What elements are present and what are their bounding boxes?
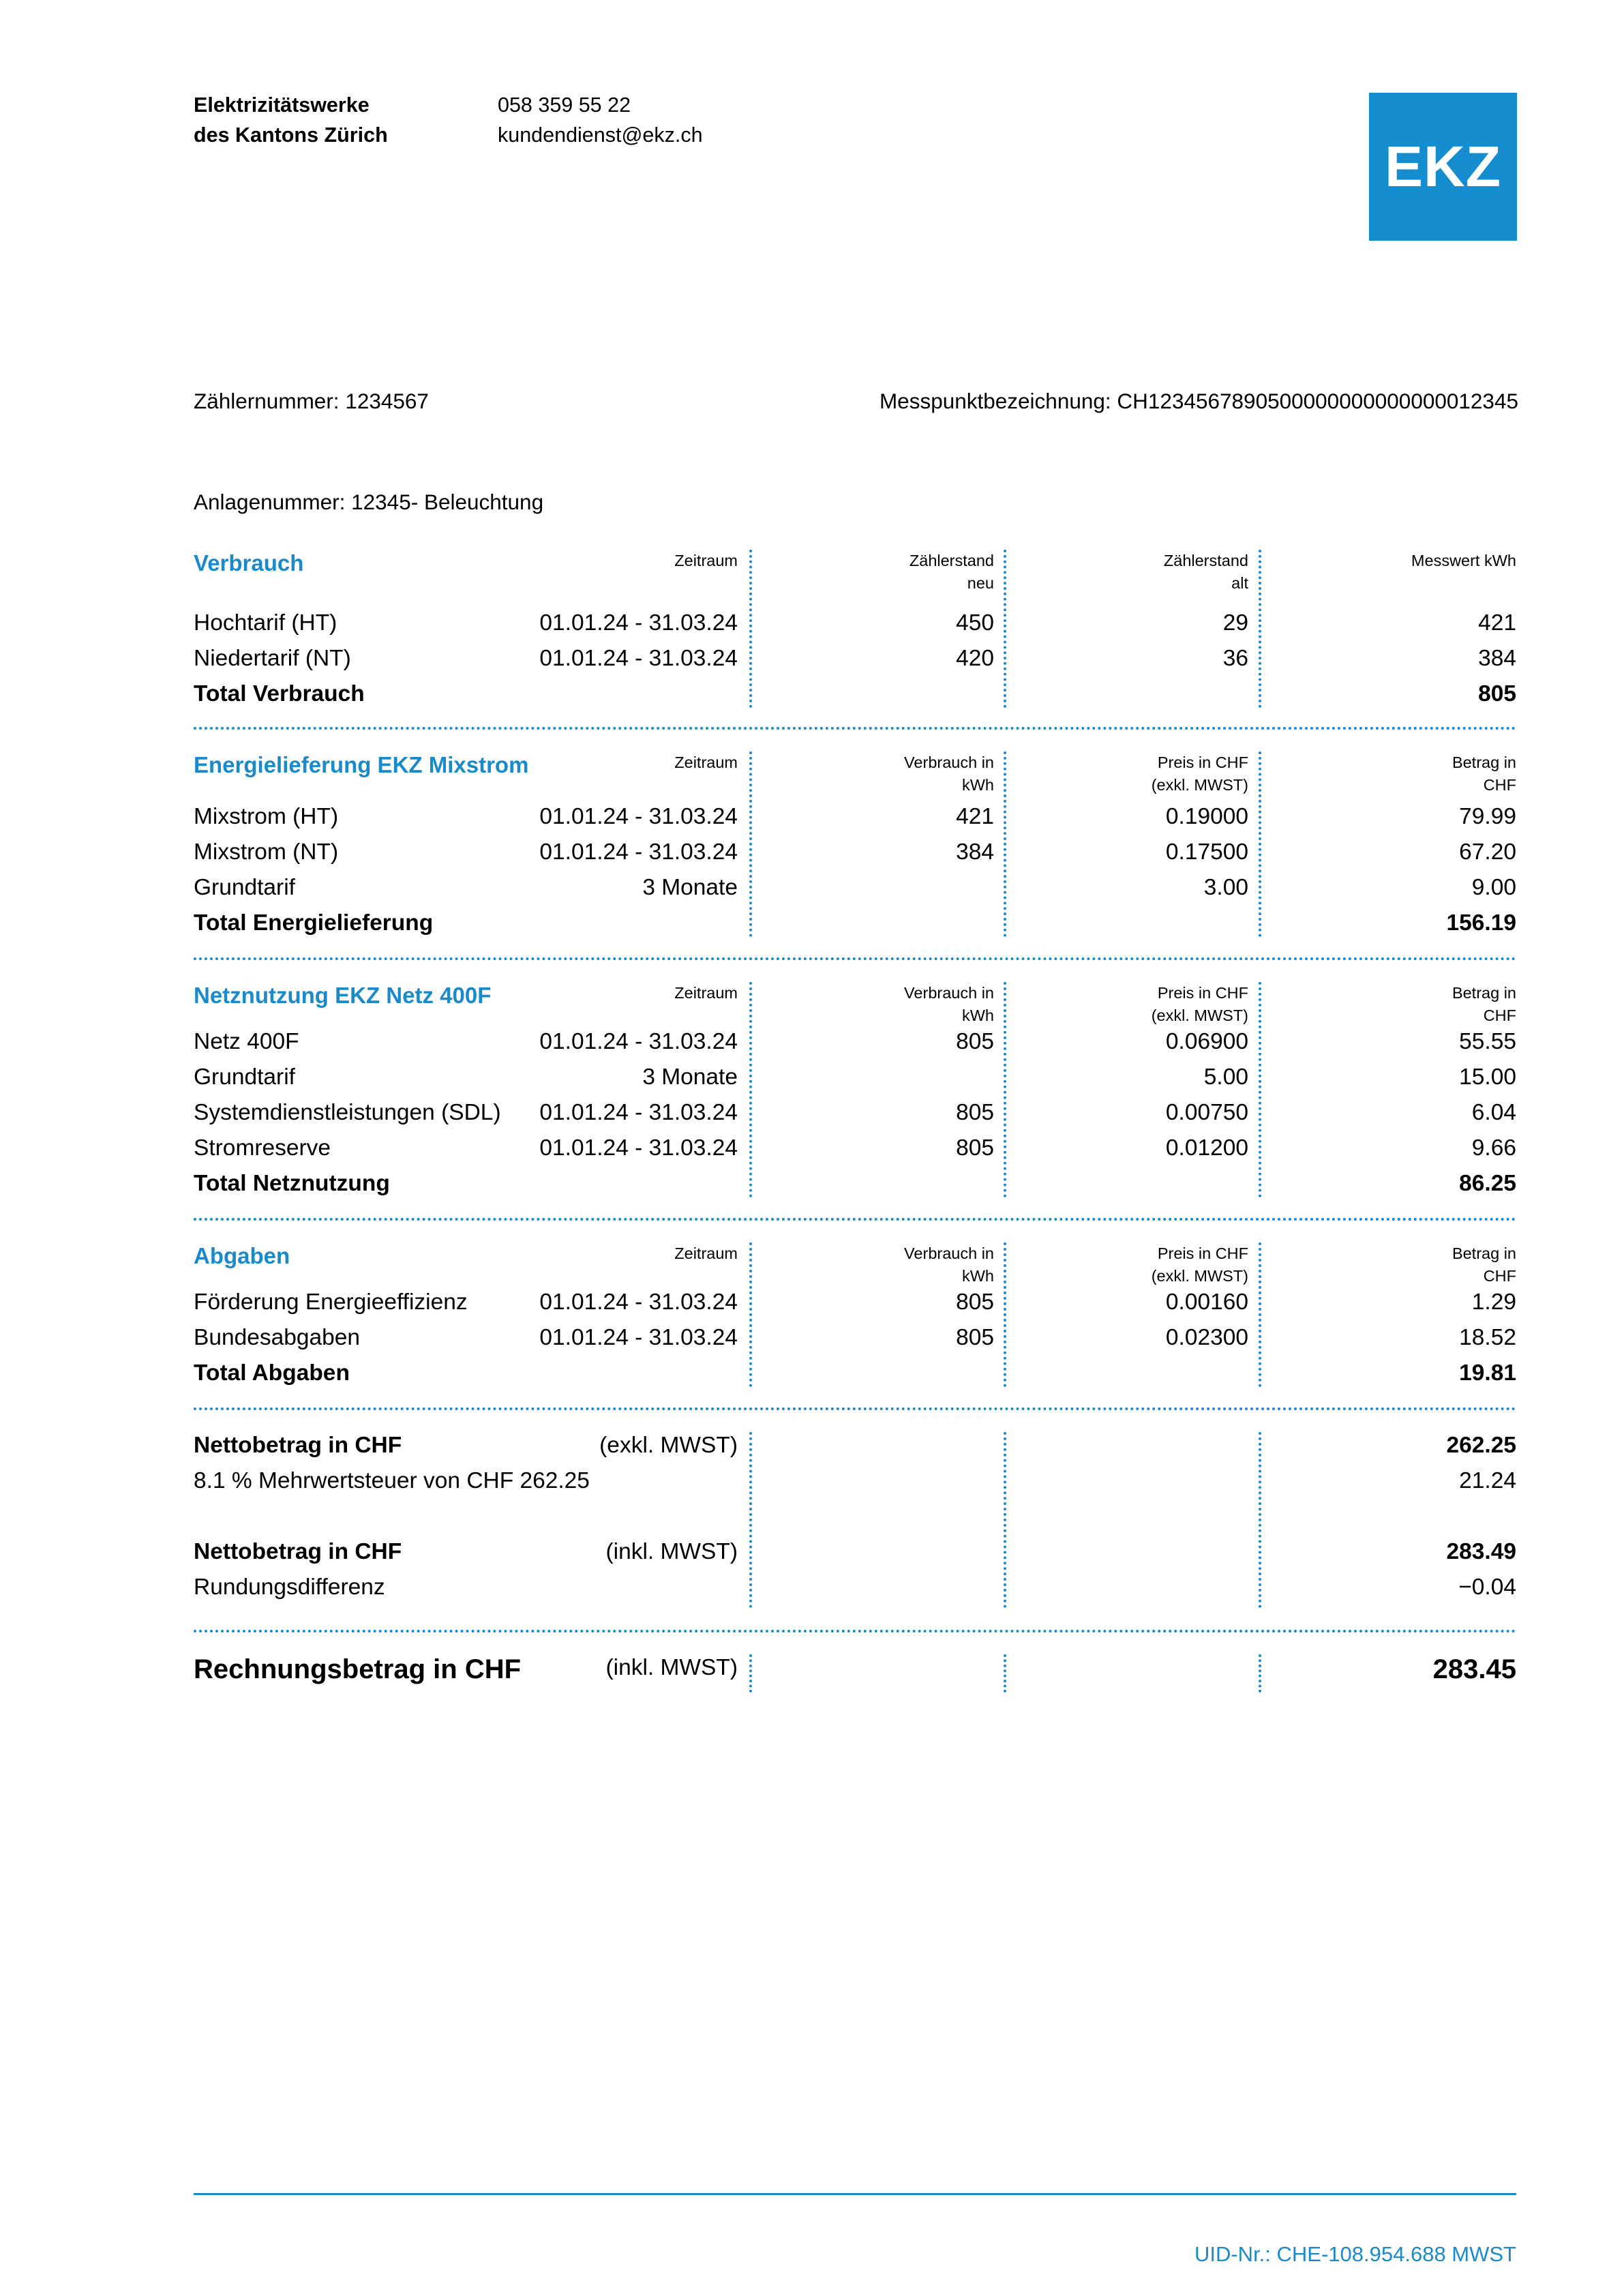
row-period: 01.01.24 - 31.03.24 bbox=[539, 1325, 738, 1350]
total-label: Total Abgaben bbox=[194, 1360, 350, 1386]
meter-number: Zählernummer: 1234567 bbox=[194, 389, 429, 413]
column-header-price bbox=[1152, 751, 1248, 796]
column-header-consumption bbox=[904, 982, 994, 1027]
column-divider bbox=[749, 550, 752, 708]
column-divider bbox=[1004, 1242, 1006, 1387]
company-name-line2: des Kantons Zürich bbox=[194, 123, 388, 147]
invoice-total-value: 283.45 bbox=[1432, 1654, 1516, 1684]
section-separator bbox=[194, 1218, 1516, 1221]
column-divider bbox=[1004, 1432, 1006, 1608]
row-period: 01.01.24 - 31.03.24 bbox=[539, 1029, 738, 1054]
row-value-b: 0.17500 bbox=[1165, 839, 1248, 865]
row-label: Netz 400F bbox=[194, 1029, 299, 1054]
column-divider bbox=[749, 1242, 752, 1387]
row-period: 01.01.24 - 31.03.24 bbox=[539, 804, 738, 829]
column-divider bbox=[1004, 751, 1006, 937]
header-line: kWh bbox=[962, 1267, 994, 1285]
column-header-consumption bbox=[904, 751, 994, 796]
row-label: Grundtarif bbox=[194, 875, 295, 900]
column-header-amount bbox=[1452, 751, 1516, 796]
column-divider bbox=[749, 982, 752, 1197]
column-divider bbox=[1004, 1654, 1006, 1693]
row-period: 01.01.24 - 31.03.24 bbox=[539, 839, 738, 865]
email-link[interactable]: kundendienst@ekz.ch bbox=[498, 123, 703, 147]
ekz-logo: EKZ bbox=[1369, 93, 1517, 241]
header-line: Zählerstand bbox=[1163, 552, 1248, 569]
vat-value: 21.24 bbox=[1459, 1468, 1516, 1493]
header-line: kWh bbox=[962, 1007, 994, 1024]
column-divider bbox=[749, 751, 752, 937]
section-separator bbox=[194, 1407, 1516, 1410]
row-value-a: 805 bbox=[956, 1325, 994, 1350]
row-value-a: 421 bbox=[956, 804, 994, 829]
column-header-consumption bbox=[904, 1242, 994, 1287]
net-amount-excl-label: Nettobetrag in CHF bbox=[194, 1433, 402, 1458]
row-value-a: 805 bbox=[956, 1029, 994, 1054]
row-value-b: 0.00160 bbox=[1165, 1289, 1248, 1315]
row-label: Hochtarif (HT) bbox=[194, 610, 337, 636]
net-amount-incl-value: 283.49 bbox=[1446, 1539, 1516, 1564]
row-value-a: 420 bbox=[956, 646, 994, 671]
header-line: (exkl. MWST) bbox=[1151, 1007, 1248, 1024]
measurement-point: Messpunktbezeichnung: CH1234567890500000000000000012345 bbox=[879, 389, 1518, 413]
invoice-total-label: Rechnungsbetrag in CHF bbox=[194, 1654, 522, 1684]
row-value-c: 9.66 bbox=[1471, 1135, 1516, 1161]
column-header-amount bbox=[1452, 982, 1516, 1027]
row-value-b: 29 bbox=[1222, 610, 1248, 636]
column-divider bbox=[1259, 1654, 1261, 1693]
header-line: CHF bbox=[1483, 776, 1516, 794]
section-separator bbox=[194, 1630, 1516, 1632]
invoice-total-note: (inkl. MWST) bbox=[605, 1655, 738, 1680]
section-separator bbox=[194, 957, 1516, 960]
total-value: 86.25 bbox=[1459, 1171, 1516, 1196]
installation-number: Anlagenummer: 12345- Beleuchtung bbox=[194, 490, 544, 514]
header-line: Preis in CHF bbox=[1157, 984, 1248, 1002]
row-period: 3 Monate bbox=[642, 1064, 738, 1090]
row-period: 01.01.24 - 31.03.24 bbox=[539, 1100, 738, 1125]
column-header-reading-new bbox=[909, 550, 994, 595]
header-line: Verbrauch in bbox=[904, 754, 994, 771]
row-value-a: 450 bbox=[956, 610, 994, 636]
column-header-period: Zeitraum bbox=[674, 754, 738, 771]
row-value-c: 6.04 bbox=[1471, 1100, 1516, 1125]
row-period: 01.01.24 - 31.03.24 bbox=[539, 1289, 738, 1315]
row-value-b: 3.00 bbox=[1203, 875, 1248, 900]
section-separator bbox=[194, 727, 1516, 730]
row-value-b: 5.00 bbox=[1203, 1064, 1248, 1090]
row-value-a: 805 bbox=[956, 1135, 994, 1161]
section-title: Energielieferung EKZ Mixstrom bbox=[194, 752, 529, 777]
header-line: (exkl. MWST) bbox=[1151, 776, 1248, 794]
uid-number: UID-Nr.: CHE-108.954.688 MWST bbox=[1194, 2242, 1516, 2266]
header-line: alt bbox=[1231, 574, 1248, 592]
header-line: Betrag in bbox=[1452, 754, 1516, 771]
section-title: Abgaben bbox=[194, 1243, 290, 1268]
row-value-c: 79.99 bbox=[1459, 804, 1516, 829]
column-divider bbox=[1259, 751, 1261, 937]
header-line: CHF bbox=[1483, 1267, 1516, 1285]
section-title: Netznutzung EKZ Netz 400F bbox=[194, 983, 492, 1008]
row-label: Niedertarif (NT) bbox=[194, 646, 351, 671]
header-line: CHF bbox=[1483, 1007, 1516, 1024]
header-line: kWh bbox=[962, 776, 994, 794]
row-value-a: 805 bbox=[956, 1100, 994, 1125]
row-value-a: 805 bbox=[956, 1289, 994, 1315]
row-label: Förderung Energieeffizienz bbox=[194, 1289, 468, 1315]
total-value: 19.81 bbox=[1459, 1360, 1516, 1386]
row-value-b: 0.01200 bbox=[1165, 1135, 1248, 1161]
row-value-c: 1.29 bbox=[1471, 1289, 1516, 1315]
column-header-reading-old bbox=[1164, 550, 1248, 595]
row-value-c: 67.20 bbox=[1459, 839, 1516, 865]
header-line: Betrag in bbox=[1452, 984, 1516, 1002]
row-label: Bundesabgaben bbox=[194, 1325, 361, 1350]
header-line: Zählerstand bbox=[909, 552, 994, 569]
vat-label: 8.1 % Mehrwertsteuer von CHF 262.25 bbox=[194, 1468, 590, 1493]
header-line: Betrag in bbox=[1452, 1244, 1516, 1262]
header-line: Preis in CHF bbox=[1157, 1244, 1248, 1262]
column-divider bbox=[1004, 550, 1006, 708]
net-amount-incl-note: (inkl. MWST) bbox=[605, 1539, 738, 1564]
company-name-line1: Elektrizitätswerke bbox=[194, 93, 370, 117]
column-header-price bbox=[1152, 1242, 1248, 1287]
column-divider bbox=[1259, 550, 1261, 708]
row-value-c: 384 bbox=[1478, 646, 1516, 671]
net-amount-incl-label: Nettobetrag in CHF bbox=[194, 1539, 402, 1564]
total-value: 805 bbox=[1478, 681, 1516, 706]
column-header-period: Zeitraum bbox=[674, 1244, 738, 1262]
column-divider bbox=[749, 1654, 752, 1693]
column-header-period: Zeitraum bbox=[674, 552, 738, 569]
net-amount-excl-note: (exkl. MWST) bbox=[599, 1433, 738, 1458]
total-label: Total Verbrauch bbox=[194, 681, 365, 706]
row-value-c: 55.55 bbox=[1459, 1029, 1516, 1054]
row-period: 01.01.24 - 31.03.24 bbox=[539, 646, 738, 671]
row-value-c: 9.00 bbox=[1471, 875, 1516, 900]
column-divider bbox=[1259, 1242, 1261, 1387]
column-header-period: Zeitraum bbox=[674, 984, 738, 1002]
row-period: 3 Monate bbox=[642, 875, 738, 900]
row-label: Mixstrom (NT) bbox=[194, 839, 339, 865]
row-value-b: 0.06900 bbox=[1165, 1029, 1248, 1054]
row-value-c: 18.52 bbox=[1459, 1325, 1516, 1350]
row-value-b: 36 bbox=[1222, 646, 1248, 671]
rounding-label: Rundungsdifferenz bbox=[194, 1575, 385, 1600]
total-value: 156.19 bbox=[1446, 910, 1516, 936]
row-value-a: 384 bbox=[956, 839, 994, 865]
column-divider bbox=[1259, 1432, 1261, 1608]
column-header-amount bbox=[1452, 1242, 1516, 1287]
row-label: Mixstrom (HT) bbox=[194, 804, 339, 829]
column-header-price bbox=[1152, 982, 1248, 1027]
row-value-c: 421 bbox=[1478, 610, 1516, 636]
header-line: Verbrauch in bbox=[904, 984, 994, 1002]
row-value-c: 15.00 bbox=[1459, 1064, 1516, 1090]
footer-divider bbox=[194, 2193, 1516, 2195]
phone-number[interactable]: 058 359 55 22 bbox=[498, 93, 631, 117]
total-label: Total Energielieferung bbox=[194, 910, 434, 936]
row-value-b: 0.02300 bbox=[1165, 1325, 1248, 1350]
header-line: Preis in CHF bbox=[1157, 754, 1248, 771]
row-value-b: 0.00750 bbox=[1165, 1100, 1248, 1125]
row-label: Systemdienstleistungen (SDL) bbox=[194, 1100, 501, 1125]
rounding-value: −0.04 bbox=[1458, 1575, 1516, 1600]
row-label: Grundtarif bbox=[194, 1064, 295, 1090]
section-title: Verbrauch bbox=[194, 550, 304, 576]
row-period: 01.01.24 - 31.03.24 bbox=[539, 610, 738, 636]
row-period: 01.01.24 - 31.03.24 bbox=[539, 1135, 738, 1161]
column-divider bbox=[1004, 982, 1006, 1197]
total-label: Total Netznutzung bbox=[194, 1171, 390, 1196]
header-line: Verbrauch in bbox=[904, 1244, 994, 1262]
header-line: (exkl. MWST) bbox=[1151, 1267, 1248, 1285]
net-amount-excl-value: 262.25 bbox=[1446, 1433, 1516, 1458]
column-header-measured: Messwert kWh bbox=[1411, 552, 1516, 569]
row-label: Stromreserve bbox=[194, 1135, 331, 1161]
column-divider bbox=[749, 1432, 752, 1608]
row-value-b: 0.19000 bbox=[1165, 804, 1248, 829]
header-line: neu bbox=[967, 574, 994, 592]
column-divider bbox=[1259, 982, 1261, 1197]
